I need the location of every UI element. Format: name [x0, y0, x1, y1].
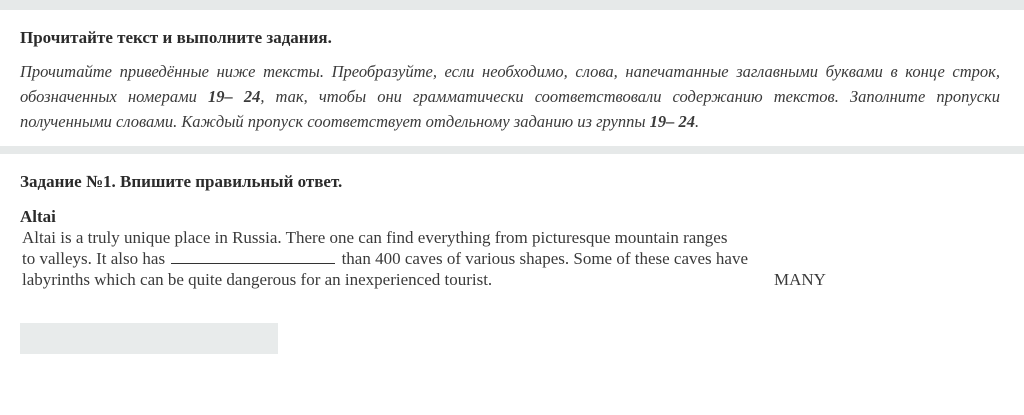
- instructions-part-2: , так, чтобы они грамматически соответствовали содержанию текстов. Заполните пропуски полученными словами. Каждый пропуск соответствует отдельному заданию из группы: [20, 87, 1001, 131]
- text-title: Altai: [20, 207, 56, 226]
- passage-line-1: Altai is a truly unique place in Russia. There one can find everything from picturesque mountain ranges: [22, 228, 728, 247]
- instructions-card: [0, 10, 1024, 146]
- instructions-range-2: 19– 24: [649, 112, 696, 131]
- task-title: Задание №1. Впишите правильный ответ.: [20, 172, 343, 191]
- answer-blank: [171, 248, 335, 264]
- passage: [22, 227, 842, 290]
- passage-line-2: [22, 248, 842, 269]
- passage-line-3: labyrinths which can be quite dangerous for an inexperienced tourist.: [22, 270, 493, 289]
- instructions-part-1: Прочитайте приведённые ниже тексты. Преобразуйте, если необходимо, слова, напечатанные заглавными буквами в конце строк, обозначенных номерами: [20, 62, 1000, 106]
- answer-input[interactable]: [20, 323, 278, 354]
- instructions-part-3: .: [695, 112, 700, 131]
- instructions-range-1: 19– 24: [207, 87, 261, 106]
- task-card: [0, 154, 1024, 354]
- instructions-text: [20, 59, 1000, 134]
- section-divider: [0, 146, 1024, 154]
- passage-line-2-end: than 400 caves of various shapes. Some of these caves have: [341, 249, 749, 268]
- passage-line-2-start: to valleys. It also has: [22, 249, 166, 268]
- page-heading: Прочитайте текст и выполните задания.: [20, 28, 332, 47]
- top-divider: [0, 0, 1024, 10]
- keyword-label: MANY: [774, 270, 826, 289]
